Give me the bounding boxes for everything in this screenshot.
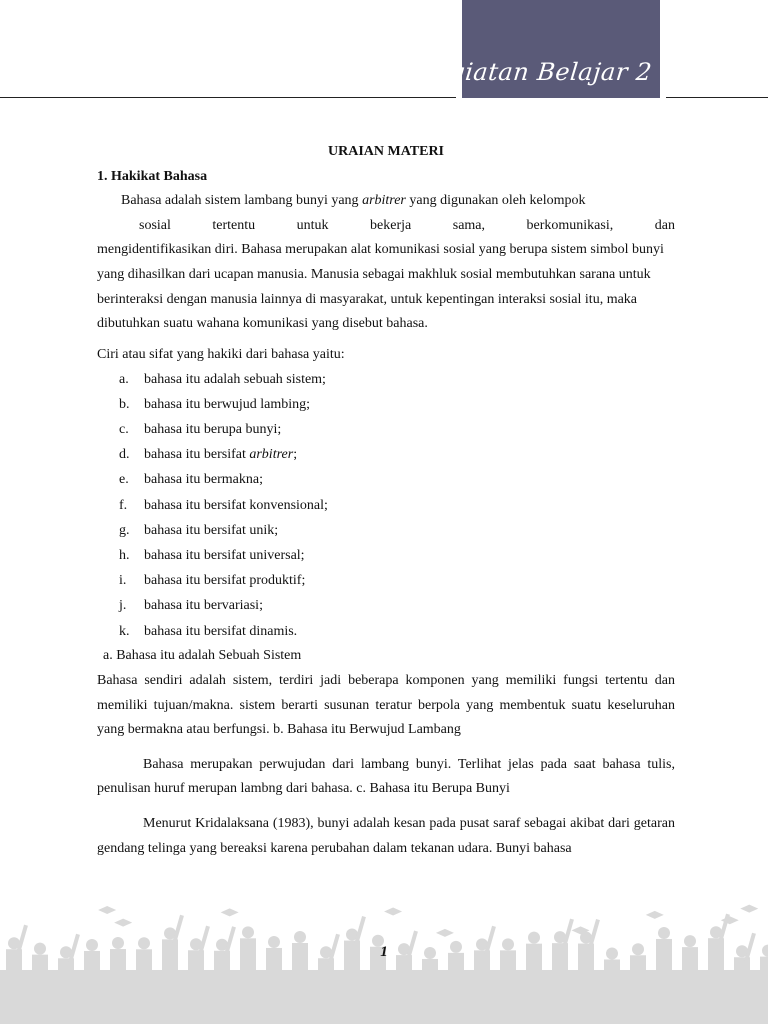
list-text: bahasa itu berupa bunyi; (144, 422, 282, 438)
document-body (97, 140, 675, 861)
ciri-intro: Ciri atau sifat yang hakiki dari bahasa yaitu: (97, 346, 345, 362)
tossed-cap (740, 905, 758, 913)
list-item (119, 393, 675, 418)
list-marker: g. (119, 522, 130, 538)
list-marker: c. (119, 422, 129, 438)
list-text: bahasa itu bersifat (144, 447, 250, 463)
raised-arm (174, 915, 182, 943)
list-text: bahasa itu bersifat konvensional; (144, 497, 328, 513)
list-marker: f. (119, 497, 128, 513)
tossed-cap (436, 929, 454, 937)
tossed-cap (114, 919, 132, 927)
list-text: bahasa itu bervariasi; (144, 598, 263, 614)
list-item (119, 544, 675, 569)
list-marker: h. (119, 547, 130, 563)
intro-word: sosial (139, 217, 171, 233)
list-marker: e. (119, 472, 129, 488)
list-item (119, 468, 675, 493)
list-marker: a. (119, 371, 129, 387)
person-body (58, 958, 74, 990)
person-body (318, 958, 334, 990)
raised-arm (356, 917, 364, 945)
header-rule-left (0, 97, 456, 98)
intro-line-2 (97, 214, 675, 239)
list-marker: k. (119, 623, 130, 639)
header-title: Kegiatan Belajar 2 (415, 58, 654, 86)
list-text: bahasa itu berwujud lambing; (144, 396, 311, 412)
person-body (734, 957, 750, 990)
person-head (294, 931, 306, 943)
person-body (422, 959, 438, 990)
page-number: 1 (380, 944, 388, 960)
graduation-crowd-illustration (0, 900, 768, 1024)
list-item (119, 619, 675, 644)
person-head (242, 926, 254, 938)
tossed-cap (384, 908, 402, 916)
person-body (604, 959, 620, 990)
intro-line-1 (97, 189, 675, 214)
list-text: bahasa itu bersifat dinamis. (144, 623, 298, 639)
tossed-cap (221, 908, 239, 916)
list-text: bahasa itu adalah sebuah sistem; (144, 371, 326, 387)
person-head (658, 927, 670, 939)
list-text: bahasa itu bermakna; (144, 472, 263, 488)
intro-text-b: yang digunakan oleh kelompok (405, 193, 586, 209)
paragraph-a: Bahasa sendiri adalah sistem, terdiri jadi beberapa komponen yang memiliki fungsi tertentu dan memiliki tujuan/makna. sistem berarti susunan teratur berpola yang membentuk suatu keseluruhan yang bermakna atau berfungsi. b. Bahasa itu Berwujud Lambang (97, 673, 675, 738)
raised-arm (564, 919, 572, 947)
person-body (760, 957, 768, 990)
subsection-a-heading: a. Bahasa itu adalah Sebuah Sistem (103, 648, 302, 664)
intro-emphasis: arbitrer (362, 193, 406, 209)
intro-word: bekerja (370, 217, 412, 233)
paragraph-c: Menurut Kridalaksana (1983), bunyi adalah kesan pada pusat saraf sebagai akibat dari getaran gendang telinga yang bereaksi karena perubahan dalam tekanan udara. Bunyi bahasa (97, 815, 675, 856)
list-item (119, 493, 675, 518)
ciri-list (97, 367, 675, 644)
list-item (119, 518, 675, 543)
tossed-cap (98, 906, 116, 914)
list-text-after: ; (293, 447, 298, 463)
page-title: URAIAN MATERI (327, 144, 445, 159)
intro-word: untuk (296, 217, 329, 233)
list-emphasis: arbitrer (249, 447, 294, 463)
list-item (119, 367, 675, 392)
list-item (119, 443, 675, 468)
header-banner (415, 0, 660, 98)
header-rule-right (666, 97, 768, 98)
list-item (119, 594, 675, 619)
list-text: bahasa itu bersifat unik; (144, 522, 279, 538)
list-item (119, 569, 675, 594)
list-text: bahasa itu bersifat produktif; (144, 573, 306, 589)
tossed-cap (646, 911, 664, 919)
list-marker: d. (119, 447, 130, 463)
paragraph-b: Bahasa merupakan perwujudan dari lambang bunyi. Terlihat jelas pada saat bahasa tulis, penulisan huruf merupan lambng dari bahasa. c. Bahasa itu Berupa Bunyi (97, 756, 675, 797)
list-item (119, 418, 675, 443)
list-marker: j. (119, 598, 127, 614)
list-marker: b. (119, 396, 130, 412)
intro-word: dan (654, 217, 675, 233)
list-text: bahasa itu bersifat universal; (144, 547, 305, 563)
intro-paragraph: mengidentifikasikan diri. Bahasa merupakan alat komunikasi sosial yang berupa sistem simbol bunyi yang dihasilkan dari ucapan manusia. Manusia sebagai makhluk sosial membutuhkan sarana untuk berinteraksi dengan manusia lainnya di masyarakat, untuk kepentingan interaksi sosial itu, maka dibutuhkan suatu wahana komunikasi yang disebut bahasa. (97, 242, 664, 332)
intro-text-a: Bahasa adalah sistem lambang bunyi yang (121, 193, 363, 209)
intro-word: berkomunikasi, (526, 217, 614, 233)
intro-word: sama, (452, 217, 486, 233)
intro-word: tertentu (212, 217, 256, 233)
person-head (528, 932, 540, 944)
list-marker: i. (119, 573, 127, 589)
section-heading: 1. Hakikat Bahasa (97, 168, 208, 184)
